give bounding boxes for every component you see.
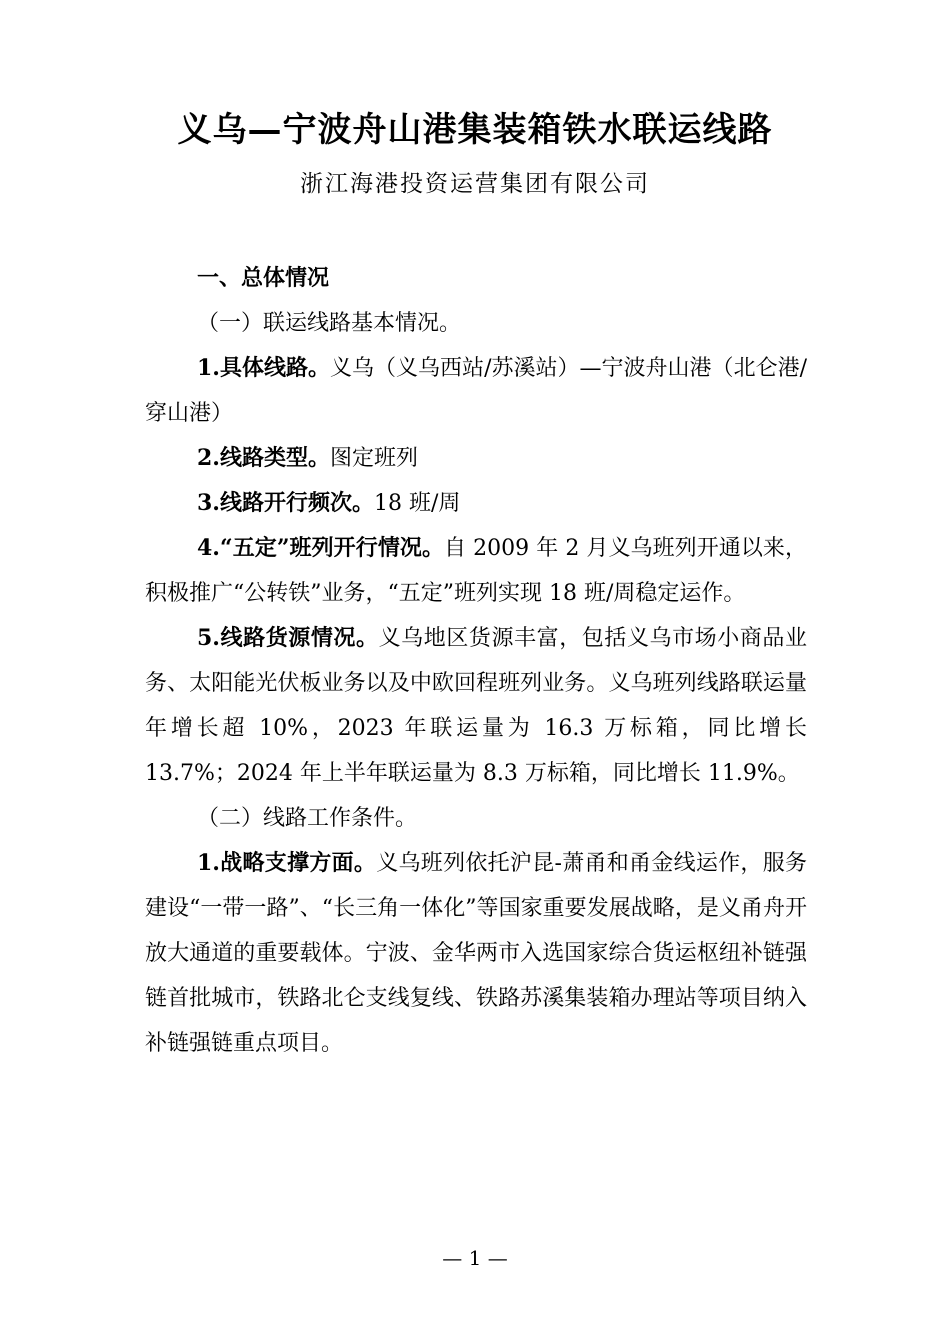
page-number: — 1 — — [442, 1246, 508, 1270]
route-type-lead: 2.线路类型。 — [197, 445, 330, 471]
five-fixed-lead: 4.“五定”班列开行情况。 — [197, 535, 445, 561]
cargo-source-text: 义乌地区货源丰富，包括义乌市场小商品业务、太阳能光伏板业务以及中欧回程班列业务。义乌班列线路联运量年增长超 10%，2023 年联运量为 16.3 万标箱，同比增长 13.7%；2024 年上半年联运量为 8.3 万标箱，同比增长 11.9%。 — [145, 626, 807, 786]
subsection-heading-basic: （一）联运线路基本情况。 — [197, 311, 462, 336]
paragraph-route — [145, 346, 807, 436]
frequency-lead: 3.线路开行频次。 — [197, 490, 374, 516]
route-lead: 1.具体线路。 — [197, 355, 331, 381]
paragraph-five-fixed — [145, 526, 807, 616]
frequency-text: 18 班/周 — [373, 491, 461, 516]
route-text: 义乌（义乌西站/苏溪站）—宁波舟山港（北仑港/穿山港） — [145, 356, 808, 426]
document-subtitle: 浙江海港投资运营集团有限公司 — [300, 171, 650, 197]
document-body — [145, 256, 807, 1066]
subsection-heading-conditions: （二）线路工作条件。 — [197, 806, 418, 831]
five-fixed-text: 自 2009 年 2 月义乌班列开通以来，积极推广“公转铁”业务，“五定”班列实现 18 班/周稳定运作。 — [145, 536, 807, 606]
paragraph-route-type — [145, 436, 807, 481]
section-heading-overview: 一、总体情况 — [197, 265, 330, 291]
paragraph-strategic-support — [145, 841, 807, 1066]
route-type-text: 图定班列 — [329, 446, 418, 471]
strategic-support-text: 义乌班列依托沪昆-萧甬和甬金线运作，服务建设“一带一路”、“长三角一体化”等国家重要发展战略，是义甬舟开放大通道的重要载体。宁波、金华两市入选国家综合货运枢纽补链强链首批城市，铁路北仑支线复线、铁路苏溪集装箱办理站等项目纳入补链强链重点项目。 — [145, 851, 807, 1056]
document-title: 义乌—宁波舟山港集装箱铁水联运线路 — [177, 110, 773, 150]
paragraph-frequency — [145, 481, 807, 526]
paragraph-cargo-source — [145, 616, 807, 796]
strategic-support-lead: 1.战略支撑方面。 — [197, 850, 377, 876]
cargo-source-lead: 5.线路货源情况。 — [197, 625, 379, 651]
